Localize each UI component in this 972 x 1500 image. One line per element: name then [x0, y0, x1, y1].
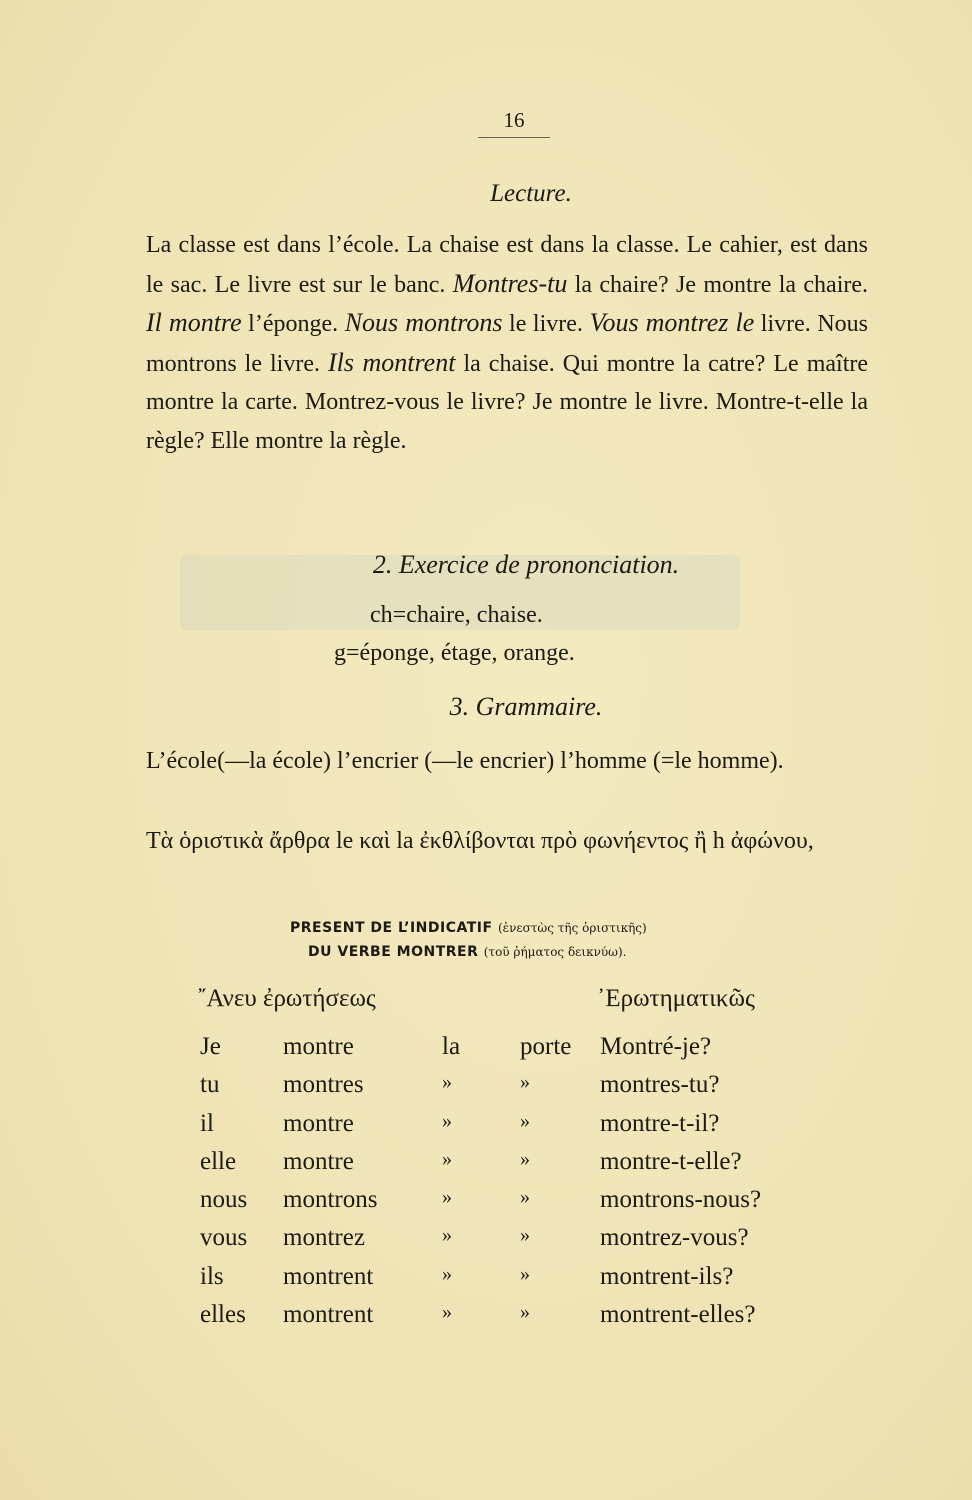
object-cell-2: »: [520, 1301, 530, 1324]
verb-cell: montrent: [283, 1301, 374, 1329]
lecture-italic-phrase: Il montre: [146, 308, 242, 337]
column-header-affirmative: ῎Ανευ ἐρωτήσεως: [198, 985, 376, 1012]
object-cell-1: »: [442, 1109, 452, 1132]
object-cell-1: »: [442, 1071, 452, 1094]
verb-cell: montrent: [283, 1262, 374, 1290]
question-cell: montrent-ils?: [600, 1262, 734, 1290]
object-cell-1: »: [442, 1301, 452, 1324]
table-row: [0, 1148, 972, 1186]
caption-line-1-greek: (ἐνεστὼς τῆς ὁριστικῆς): [497, 921, 647, 935]
pronoun-cell: elle: [200, 1147, 237, 1175]
object-cell-2: »: [520, 1147, 530, 1170]
verb-cell: montrez: [283, 1224, 365, 1252]
object-cell-2: »: [520, 1262, 530, 1285]
caption-line-2: [308, 944, 626, 960]
verb-cell: montre: [283, 1109, 354, 1137]
pronoun-cell: elles: [200, 1301, 246, 1329]
object-cell-2: »: [520, 1071, 530, 1094]
exercise-title: 2. Exercice de prononciation.: [372, 550, 680, 579]
lecture-italic-phrase: Nous montrons: [344, 308, 503, 337]
lecture-italic-phrase: Vous montrez le: [589, 308, 755, 337]
verb-cell: montres: [283, 1071, 364, 1099]
question-cell: montrent-elles?: [600, 1301, 756, 1329]
question-cell: montre-t-elle?: [600, 1147, 742, 1175]
lecture-text-run: la chaire? Je montre la chaire.: [567, 271, 869, 298]
lecture-title: Lecture.: [490, 180, 572, 207]
lecture-italic-phrase: Ils montrent: [328, 347, 456, 377]
lecture-text-run: La classe est dans l’école. La chaise est dans la classe. Le cahier, est dans le sac. Le livre est sur le banc.: [146, 232, 868, 298]
question-cell: montre-t-il?: [600, 1109, 720, 1137]
lecture-text-run: livre. Nous montrons le livre.: [146, 311, 868, 377]
table-row: [0, 1301, 972, 1339]
object-cell-2: »: [520, 1109, 530, 1132]
verb-cell: montrons: [283, 1186, 378, 1214]
pronoun-cell: vous: [200, 1224, 248, 1252]
lecture-text-run: le livre.: [502, 311, 590, 337]
object-cell-1: »: [442, 1147, 452, 1170]
table-row: [0, 1110, 972, 1148]
grammar-title: 3. Grammaire.: [449, 692, 603, 721]
caption-line-2-french: DU VERBE MONTRER: [308, 944, 479, 960]
object-cell-1: la: [442, 1033, 461, 1060]
pronoun-cell: nous: [200, 1186, 248, 1214]
pronoun-cell: tu: [200, 1071, 220, 1099]
table-row: [0, 1071, 972, 1109]
lecture-text-run: la chaise. Qui montre la catre? Le maître montre la carte. Montrez-vous le livre? Je montre le livre. Montre-t-elle la règle? Elle montre la règle.: [146, 350, 869, 454]
object-cell-1: »: [442, 1186, 452, 1209]
verb-cell: montre: [283, 1147, 354, 1175]
object-cell-2: »: [520, 1186, 530, 1209]
question-cell: montrez-vous?: [600, 1224, 749, 1252]
pronoun-cell: ils: [200, 1262, 224, 1290]
question-cell: Montré-je?: [600, 1033, 712, 1060]
question-cell: montres-tu?: [600, 1071, 720, 1099]
table-row: [0, 1033, 972, 1071]
pronunciation-line-g: g=éponge, étage, orange.: [334, 640, 575, 666]
page-number: 16: [478, 108, 550, 138]
verb-cell: montre: [283, 1033, 354, 1060]
question-cell: montrons-nous?: [600, 1186, 762, 1214]
caption-line-1: [290, 920, 647, 936]
table-row: [0, 1186, 972, 1224]
column-header-interrogative: ᾿Ερωτηματικῶς: [597, 985, 755, 1012]
grammar-line: L’école(—la école) l’encrier (—le encrier) l’homme (=le homme).: [146, 748, 784, 774]
object-cell-2: »: [520, 1224, 530, 1247]
caption-line-1-french: PRESENT DE L’INDICATIF: [290, 920, 493, 936]
pronunciation-line-ch: ch=chaire, chaise.: [370, 602, 543, 628]
object-cell-1: »: [442, 1224, 452, 1247]
lecture-italic-phrase: Montres-tu: [452, 268, 568, 298]
caption-line-2-greek: (τοῦ ῥήματος δεικνύω).: [483, 945, 627, 959]
lecture-text: [146, 226, 868, 460]
object-cell-1: »: [442, 1262, 452, 1285]
lecture-text-run: l’éponge.: [241, 311, 345, 337]
table-row: [0, 1224, 972, 1262]
pronoun-cell: Je: [200, 1033, 221, 1060]
object-cell-2: porte: [520, 1033, 572, 1060]
greek-note: Τὰ ὁριστικὰ ἄρθρα le καὶ la ἐκθλίβονται πρὸ φωνήεντος ἢ h ἀφώνου,: [146, 828, 814, 854]
pronoun-cell: il: [200, 1109, 214, 1137]
conjugation-table: [0, 1033, 972, 1339]
table-row: [0, 1263, 972, 1301]
